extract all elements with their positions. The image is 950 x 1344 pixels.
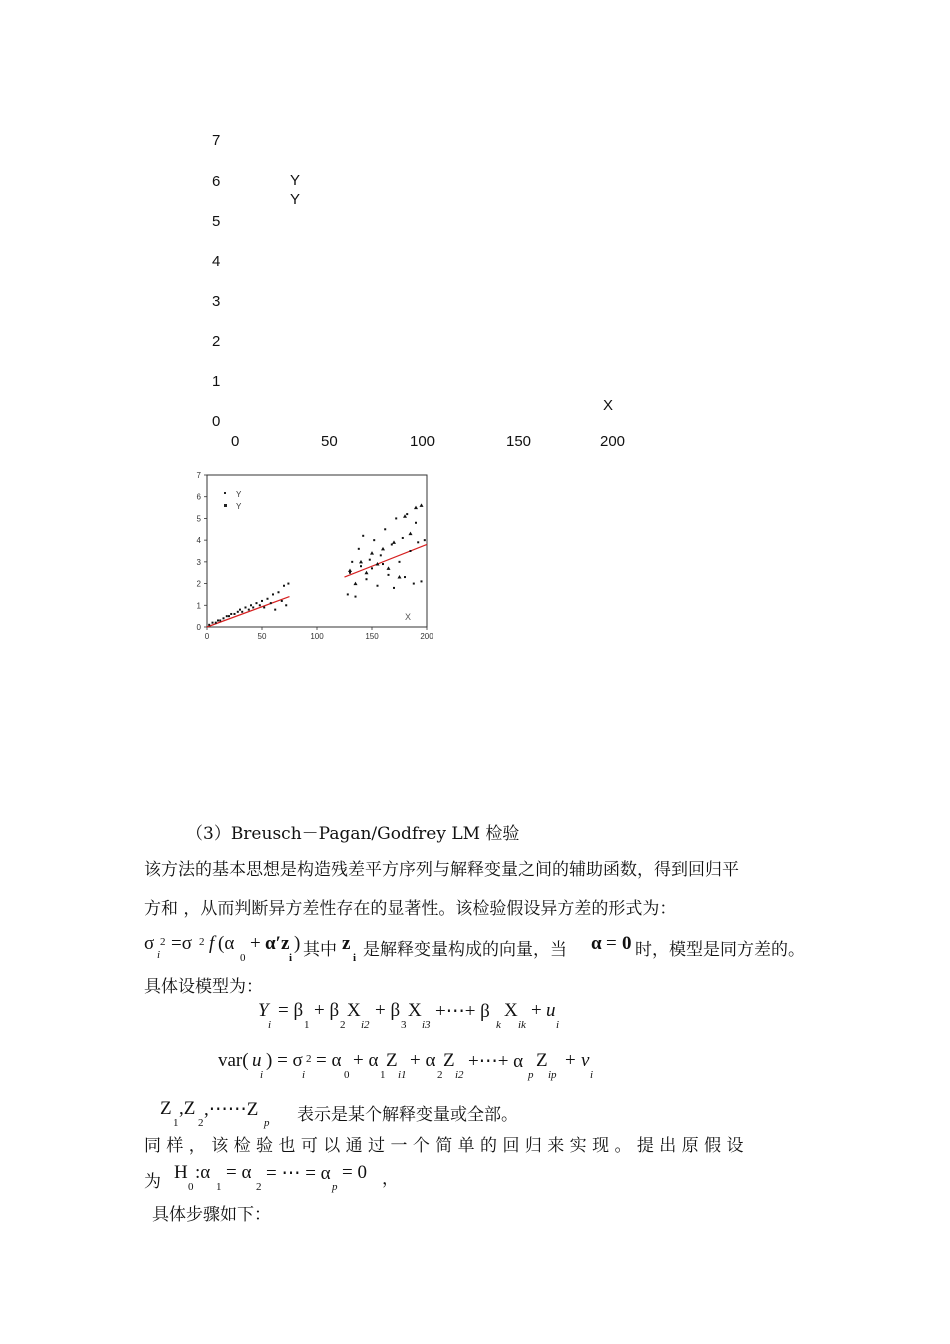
data-point [366,578,368,580]
data-point [287,583,289,585]
data-point [252,606,254,608]
data-point [362,535,364,537]
legend-marker-b [224,504,227,507]
data-point-triangle [414,506,418,510]
data-point-triangle [387,566,391,570]
data-point [283,585,285,587]
data-point [248,609,250,611]
data-point [388,574,390,576]
data-point [259,604,261,606]
x-tick-label: 200 [420,632,433,641]
data-point-triangle [359,560,363,564]
data-point [241,611,243,613]
data-point [415,522,417,524]
section-heading: （3）Breusch－Pagan/Godfrey LM 检验 [186,824,520,844]
hypothesis-suffix: ， [382,1169,399,1189]
data-point [212,622,214,624]
y-tick-label: 5 [196,514,201,524]
x-tick-0: 0 [231,433,240,450]
fit-line [207,597,290,627]
regression-model-equation: Y i = β 1 + β 2 X i2 + β 3 X i3 +⋯+ β k X ik + u i [258,1000,560,1031]
data-point [245,606,247,608]
data-point-triangle [365,571,369,575]
data-point [402,537,404,539]
data-point-triangle [420,503,424,507]
data-point [413,583,415,585]
data-point-triangle [398,575,402,579]
data-point-triangle [381,547,385,551]
paragraph-3: 具体设模型为： [144,977,263,997]
data-point-triangle [354,582,358,586]
legend-marker-a [224,492,226,494]
data-point [406,513,408,515]
data-point [223,617,225,619]
legend-label-a: Y [290,172,301,189]
data-point [237,611,239,613]
z-variables-text: 表示是某个解释变量或全部。 [297,1105,518,1125]
equation-tail-1: 其中 [303,940,337,960]
x-tick-100: 100 [410,433,436,450]
data-point [215,622,217,624]
data-point [395,517,397,519]
legend-text-a: Y [236,490,242,499]
paragraph-1-line-1: 该方法的基本思想是构造残差平方序列与解释变量之间的辅助函数，得到回归平 [144,860,739,880]
hypothesis-prefix: 为 [144,1172,161,1192]
data-point [274,609,276,611]
legend-label-b: Y [290,191,301,208]
data-point [228,615,230,617]
y-tick-label: 4 [196,536,201,546]
data-point [219,619,221,621]
equation-tail-3: 时，模型是同方差的。 [635,940,805,960]
y-tick-5: 5 [212,213,221,230]
data-point [360,565,362,567]
data-point [384,528,386,530]
y-tick-7: 7 [212,132,221,149]
data-point [278,591,280,593]
data-point [270,602,272,604]
paragraph-5: 具体步骤如下： [152,1205,271,1225]
y-tick-label: 2 [196,579,201,589]
data-point-triangle [370,551,374,555]
fit-line [345,544,428,577]
x-tick-label: 0 [204,632,210,641]
x-tick-200: 200 [600,433,626,450]
y-tick-3: 3 [212,293,221,310]
data-point [263,606,265,608]
data-point-triangle [348,569,352,573]
y-tick-label: 1 [196,601,201,611]
data-point-triangle [392,540,396,544]
z-variables-line: Z 1 ,Z 2 ,⋯⋯Z p 表示是某个解释变量或全部。 [160,1098,518,1129]
y-tick-2: 2 [212,333,221,350]
data-point [410,550,412,552]
y-tick-6: 6 [212,173,221,190]
data-point [404,576,406,578]
x-tick-label: 50 [257,632,267,641]
y-tick-label: 6 [196,492,201,502]
data-point [373,539,375,541]
data-point [371,567,373,569]
x-axis-tag: X [603,397,614,414]
data-point [351,561,353,563]
data-point [377,585,379,587]
scatter-chart [193,466,433,646]
data-point [250,604,252,606]
scatter-chart-svg [193,466,433,646]
y-tick-label: 7 [196,471,201,480]
data-point [281,600,283,602]
data-point [355,596,357,598]
y-tick-4: 4 [212,253,221,270]
data-point [399,561,401,563]
data-point [267,598,269,600]
y-tick-0: 0 [212,413,221,430]
data-point [239,609,241,611]
paragraph-1-line-2: 方和 ，从而判断异方差性存在的显著性。该检验假设异方差的形式为： [144,899,677,919]
data-point [424,539,426,541]
x-tick-label: 100 [310,632,324,641]
equation-tail-2: 是解释变量构成的向量，当 [363,940,567,960]
y-tick-label: 3 [196,557,201,567]
data-point [382,563,384,565]
data-point-triangle [409,532,413,536]
legend-text-b: Y [236,502,242,511]
data-point [234,613,236,615]
y-tick-1: 1 [212,373,221,390]
x-tick-50: 50 [321,433,338,450]
null-hypothesis-line: 为 H 0 :α 1 = α 2 = ⋯ = α p = 0 ， [144,1162,399,1193]
chart-annotation: X [405,612,412,622]
y-tick-label: 0 [196,623,201,632]
paragraph-4: 同 样 ， 该 检 验 也 可 以 通 过 一 个 简 单 的 回 归 来 实 现 。 提 出 原 假 设 [144,1136,744,1156]
data-point [417,541,419,543]
data-point [369,559,371,561]
data-point [226,615,228,617]
data-point [358,548,360,550]
data-point [347,593,349,595]
data-point [380,554,382,556]
data-point [421,580,423,582]
x-tick-label: 150 [365,632,379,641]
hetero-form-equation: σ i 2 =σ 2 f (α 0 + α′z i ) 其中 z i 是解释变量构成的向量，当 α = 0 时，模型是同方差的。 [144,933,805,964]
data-point [256,602,258,604]
variance-model-equation: var( u i ) = σ i 2 = α 0 + α 1 Z i1 + α 2 Z i2 +⋯+ α p Z ip + v i [218,1050,594,1081]
data-point [393,587,395,589]
data-point [230,613,232,615]
data-point [208,624,210,626]
data-point [261,600,263,602]
data-point [285,604,287,606]
data-point [272,593,274,595]
x-tick-150: 150 [506,433,532,450]
data-point [217,619,219,621]
